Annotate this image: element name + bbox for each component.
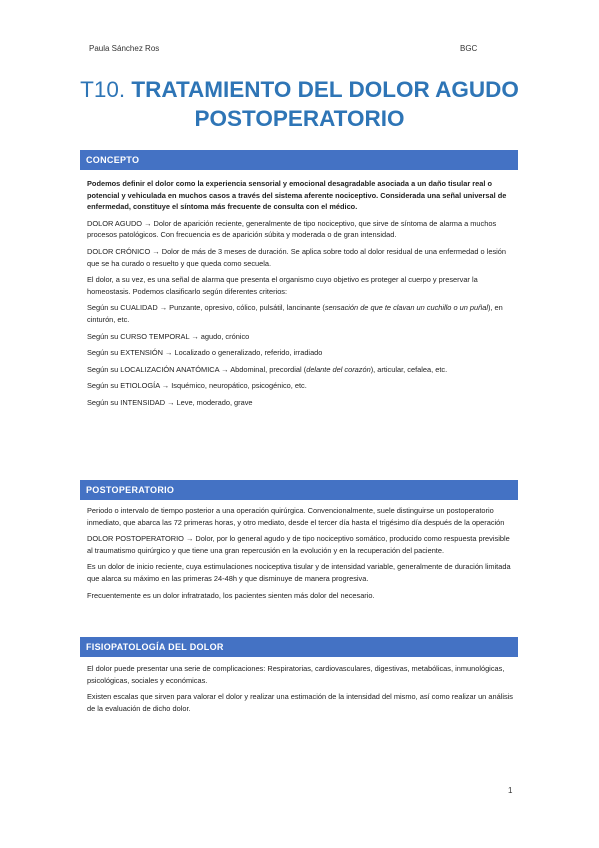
section-heading-fisiopatologia: FISIOPATOLOGÍA DEL DOLOR (80, 637, 518, 657)
cualidad-text-italic: sensación de que te clavan un cuchillo o un puñal (324, 303, 488, 313)
concepto-intro: Podemos definir el dolor como la experiencia sensorial y emocional desagradable asociada a un daño tisular real o potencial y vehiculada en muchos casos a través del sistema aferente nociceptivo. Considerada una señal universal de enfermedad, constituye el síntoma más frecuente de consulta con el médico. (87, 179, 507, 212)
concepto-curso: Según su CURSO TEMPORAL → agudo, crónico (87, 331, 250, 341)
postop-p4: Frecuentemente es un dolor infratratado, los pacientes sienten más dolor del necesario. (87, 590, 375, 600)
section-body-postoperatorio (87, 505, 517, 606)
concepto-etiologia: Según su ETIOLOGÍA → Isquémico, neuropático, psicogénico, etc. (87, 381, 307, 391)
section-heading-concepto: CONCEPTO (80, 150, 518, 170)
cualidad-text-a: Según su CUALIDAD → Punzante, opresivo, cólico, pulsátil, lancinante ( (87, 303, 325, 313)
concepto-senal: El dolor, a su vez, es una señal de alarma que presenta el organismo cuyo objetivo es proteger al cuerpo y preservar la homeostasis. Podemos clasificarlo según diferentes criterios: (87, 275, 478, 296)
postop-p2: DOLOR POSTOPERATORIO → Dolor, por lo general agudo y de tipo nociceptivo somático, producido como respuesta previsible al traumatismo quirúrgico y que tiene una gran repercusión en la evolución y en la recuperación del paciente. (87, 534, 510, 555)
concepto-cronico: DOLOR CRÓNICO → Dolor de más de 3 meses de duración. Se aplica sobre todo al dolor residual de una enfermedad o lesión que se ha curado o resuelto y que queda como secuela. (87, 246, 507, 268)
cualidad-text-b: ), en cinturón, etc. (87, 303, 503, 324)
concepto-extension: Según su EXTENSIÓN → Localizado o generalizado, referido, irradiado (87, 348, 323, 358)
concepto-cualidad (87, 302, 517, 325)
fisio-p1: El dolor puede presentar una serie de complicaciones: Respiratorias, cardiovasculares, digestivas, metabólicas, inmunológicas, psicológicas, sociales y económicas. (87, 664, 505, 685)
postop-p1: Periodo o intervalo de tiempo posterior a una operación quirúrgica. Convencionalmente, suele distinguirse un postoperatorio inmediato, que abarca las 72 primeras horas, y otro mediato, desde el tercer día hasta el trigésimo día después de la operación (87, 506, 505, 527)
page-title (0, 75, 599, 133)
page-number: 1 (508, 786, 513, 795)
postop-p3: Es un dolor de inicio reciente, cuya estimulaciones nociceptiva tisular y de intensidad variable, generalmente de duración limitada que alarca su máximo en las primeras 24-48h y que disminuye de manera progresiva. (87, 562, 511, 583)
loc-text-b: ), articular, cefalea, etc. (370, 364, 448, 374)
section-body-concepto (87, 178, 517, 414)
header-course: BGC (460, 44, 478, 53)
section-body-fisiopatologia (87, 663, 517, 719)
loc-text-italic: delante del corazón (306, 364, 371, 374)
header-author: Paula Sánchez Ros (89, 44, 160, 53)
title-line2: POSTOPERATORIO (194, 106, 405, 131)
loc-text-a: Según su LOCALIZACIÓN ANATÓMICA → Abdominal, precordial ( (87, 364, 307, 374)
concepto-agudo: DOLOR AGUDO → Dolor de aparición reciente, generalmente de tipo nociceptivo, que sirve de síntoma de alarma a muchos procesos patológicos. Con frecuencia es de aparición súbita y moderada o de gran intensidad. (87, 218, 497, 240)
fisio-p2: Existen escalas que sirven para valorar el dolor y realizar una estimación de la intensidad del mismo, así como realizar un análisis de la evaluación de dicho dolor. (87, 692, 513, 713)
concepto-intensidad: Según su INTENSIDAD → Leve, moderado, grave (87, 397, 253, 407)
section-heading-postoperatorio: POSTOPERATORIO (80, 480, 518, 500)
concepto-localizacion (87, 364, 517, 376)
title-number: T10. (80, 77, 126, 102)
title-line1: TRATAMIENTO DEL DOLOR AGUDO (131, 77, 519, 102)
